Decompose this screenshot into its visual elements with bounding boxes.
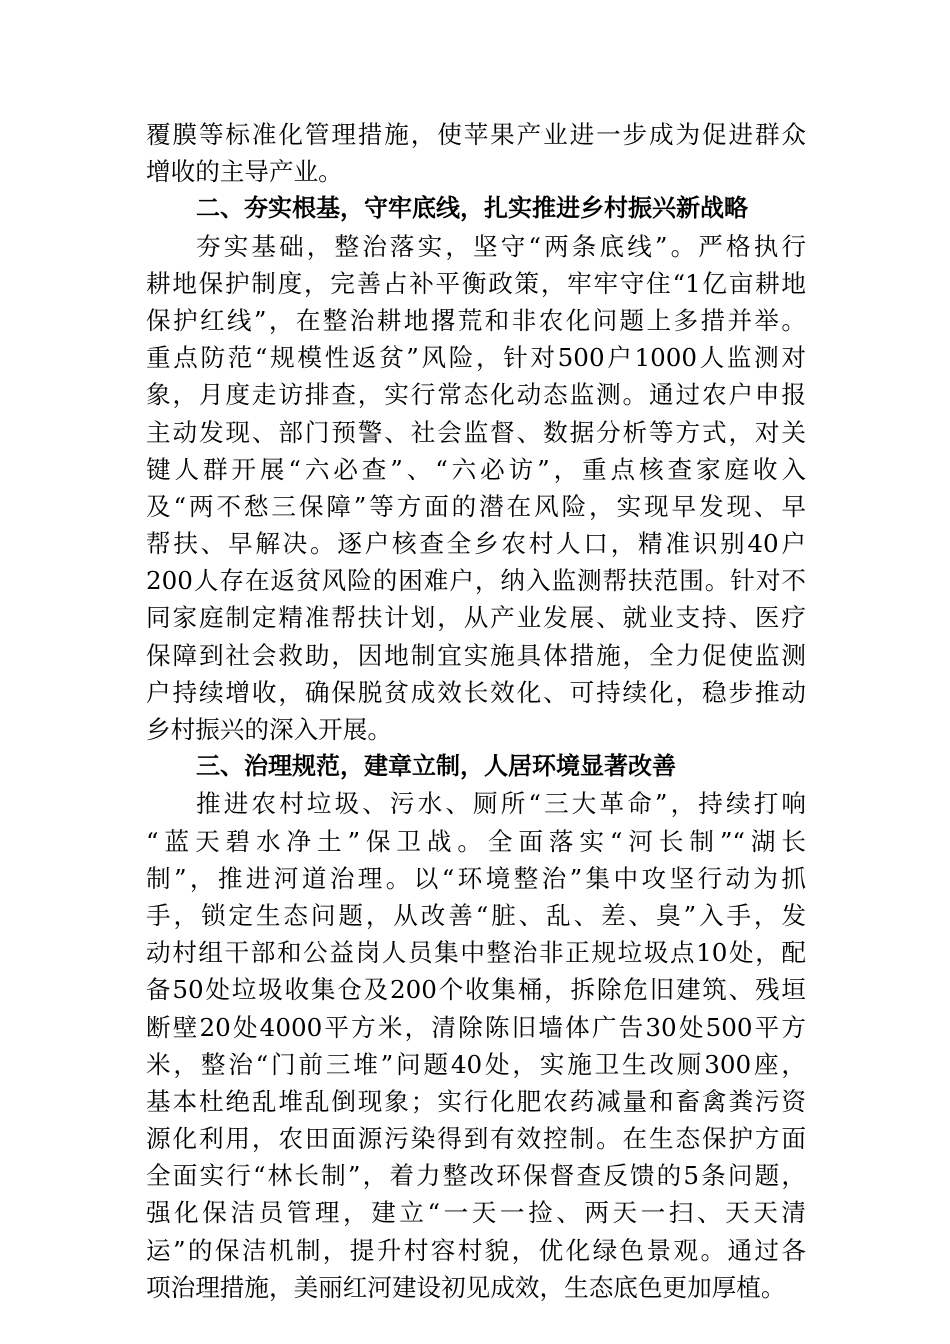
section-heading-3: 三、治理规范，建章立制，人居环境显著改善 <box>196 752 676 781</box>
section-2-paragraph <box>146 228 806 749</box>
section-3-paragraph <box>146 785 806 1306</box>
paragraph-line: 乡村振兴的深入开展。 <box>146 715 392 744</box>
document-body <box>146 116 806 1306</box>
paragraph-line: 保障到社会救助，因地制宜实施具体措施，全力促使监测 <box>146 640 806 670</box>
paragraph-line: 同家庭制定精准帮扶计划，从产业发展、就业支持、医疗 <box>146 603 806 633</box>
paragraph-line: 增收的主导产业。 <box>146 157 343 187</box>
paragraph-line: 源化利用，农田面源污染得到有效控制。在生态保护方面 <box>146 1124 806 1154</box>
paragraph-line: 动村组干部和公益岗人员集中整治非正规垃圾点10处，配 <box>146 938 806 968</box>
paragraph-line: 及“两不愁三保障”等方面的潜在风险，实现早发现、早 <box>146 491 806 521</box>
paragraph-line: 象，月度走访排查，实行常态化动态监测。通过农户申报 <box>146 380 806 410</box>
paragraph-line: 重点防范“规模性返贫”风险，针对500户1000人监测对 <box>146 343 806 373</box>
paragraph-line: 项治理措施，美丽红河建设初见成效，生态底色更加厚植。 <box>146 1272 786 1302</box>
paragraph-line: 200人存在返贫风险的困难户，纳入监测帮扶范围。针对不 <box>146 566 806 596</box>
paragraph-line: 基本杜绝乱堆乱倒现象；实行化肥农药减量和畜禽粪污资 <box>146 1086 806 1116</box>
paragraph-line: 夯实基础，整治落实，坚守“两条底线”。严格执行 <box>196 231 806 261</box>
paragraph-line: 全面实行“林长制”，着力整改环保督查反馈的5条问题， <box>146 1161 806 1191</box>
paragraph-line: “蓝天碧水净土”保卫战。全面落实“河长制”“湖长 <box>146 826 806 856</box>
paragraph-line: 耕地保护制度，完善占补平衡政策，牢牢守住“1亿亩耕地 <box>146 268 806 298</box>
paragraph-line: 保护红线”，在整治耕地撂荒和非农化问题上多措并举。 <box>146 305 806 335</box>
paragraph-line: 推进农村垃圾、污水、厕所“三大革命”，持续打响 <box>196 789 806 819</box>
paragraph-line: 备50处垃圾收集仓及200个收集桶，拆除危旧建筑、残垣 <box>146 975 806 1005</box>
paragraph-line: 帮扶、早解决。逐户核查全乡农村人口，精准识别40户 <box>146 529 806 559</box>
paragraph-line: 强化保洁员管理，建立“一天一捡、两天一扫、天天清 <box>146 1198 806 1228</box>
paragraph-line: 户持续增收，确保脱贫成效长效化、可持续化，稳步推动 <box>146 677 806 707</box>
paragraph-line: 键人群开展“六必查”、“六必访”，重点核查家庭收入 <box>146 454 806 484</box>
paragraph-line: 覆膜等标准化管理措施，使苹果产业进一步成为促进群众 <box>146 120 806 149</box>
paragraph-line: 手，锁定生态问题，从改善“脏、乱、差、臭”入手，发 <box>146 900 806 930</box>
paragraph-line: 断壁20处4000平方米，清除陈旧墙体广告30处500平方 <box>146 1012 806 1042</box>
paragraph-line: 运”的保洁机制，提升村容村貌，优化绿色景观。通过各 <box>146 1235 806 1265</box>
intro-paragraph <box>146 116 806 190</box>
paragraph-line: 制”，推进河道治理。以“环境整治”集中攻坚行动为抓 <box>146 863 806 893</box>
paragraph-line: 米，整治“门前三堆”问题40处，实施卫生改厕300座， <box>146 1049 806 1079</box>
paragraph-line: 主动发现、部门预警、社会监督、数据分析等方式，对关 <box>146 417 806 447</box>
section-heading-2: 二、夯实根基，守牢底线，扎实推进乡村振兴新战略 <box>196 194 748 223</box>
